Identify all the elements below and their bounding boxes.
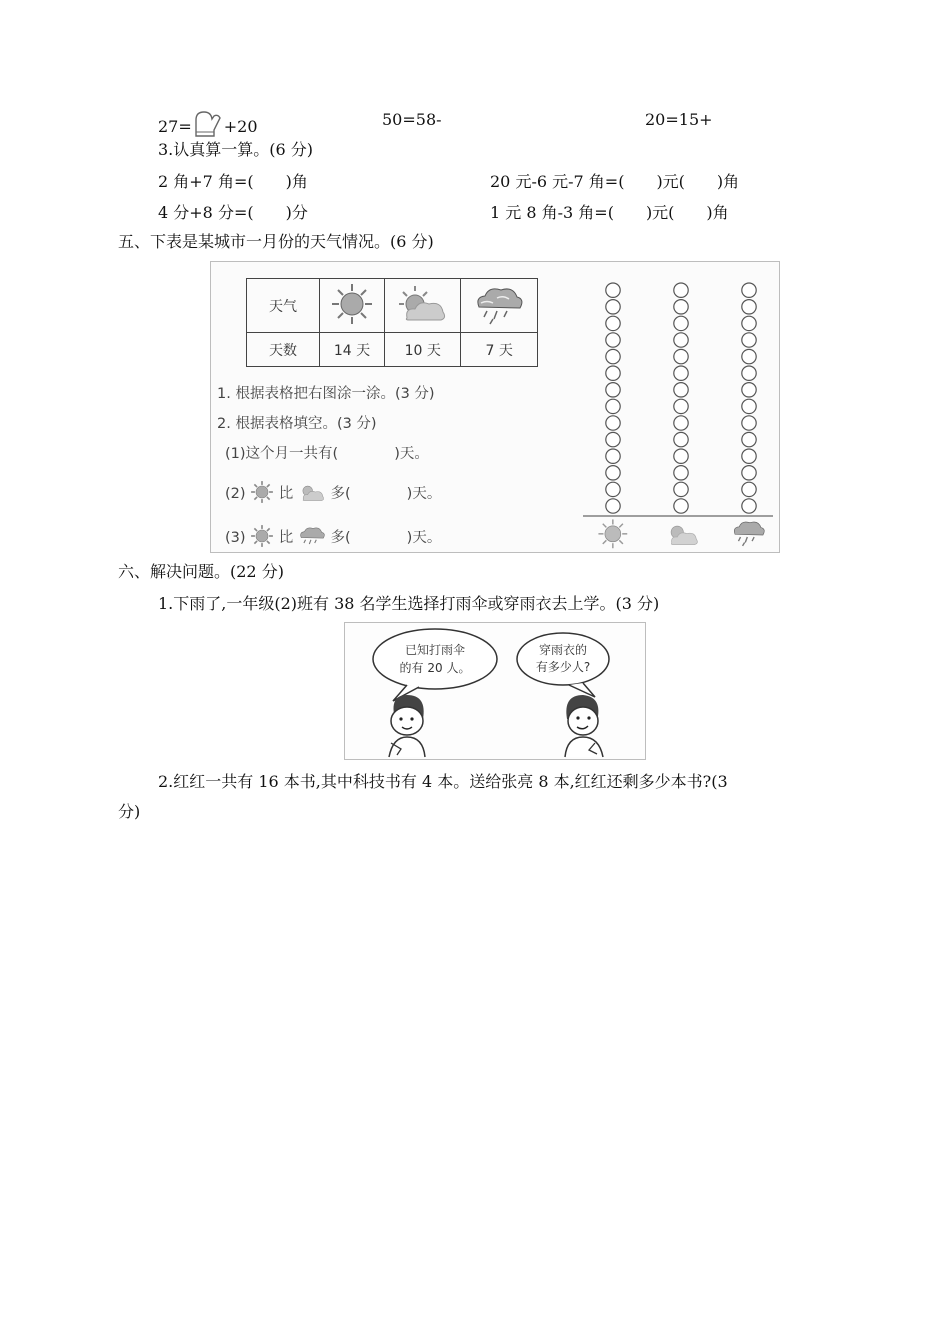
bubble-tail [569, 683, 595, 697]
sun-icon [250, 524, 274, 548]
days-sun: 14 天 [320, 333, 385, 367]
chart-circle-partly-cloudy[interactable] [674, 349, 688, 363]
calc-item: 4 分+8 分=( )分 [158, 203, 308, 222]
chart-circle-rain-cloud[interactable] [742, 366, 756, 380]
chart-circle-sun[interactable] [606, 349, 620, 363]
chart-circle-rain-cloud[interactable] [742, 482, 756, 496]
mitten-icon [193, 110, 223, 138]
chart-circle-partly-cloudy[interactable] [674, 466, 688, 480]
chart-circle-partly-cloudy[interactable] [674, 316, 688, 330]
chart-circle-sun[interactable] [606, 316, 620, 330]
q2-1: (1)这个月一共有( )天。 [225, 446, 429, 462]
equation-b: 50=58- [382, 110, 442, 129]
weather-cell-rain [461, 279, 538, 333]
sun-icon [250, 480, 274, 504]
q2-instruction: 2. 根据表格填空。(3 分) [217, 416, 377, 432]
chart-circle-rain-cloud[interactable] [742, 449, 756, 463]
bubble-left-line1: 已知打雨伞 [404, 643, 466, 657]
problem-2-line1: 2.红红一共有 16 本书,其中科技书有 4 本。送给张亮 8 本,红红还剩多少本书?(3 [158, 772, 728, 791]
chart-circle-partly-cloudy[interactable] [674, 333, 688, 347]
speech-bubble-left [373, 629, 497, 689]
problem-2-line2: 分) [118, 802, 141, 821]
chart-circle-partly-cloudy[interactable] [674, 432, 688, 446]
chart-circle-rain-cloud[interactable] [742, 416, 756, 430]
q2-3: (3) 比 多( )天。 [225, 524, 441, 548]
circle-chart [581, 268, 777, 550]
chart-circle-rain-cloud[interactable] [742, 333, 756, 347]
chart-circle-sun[interactable] [606, 399, 620, 413]
calc-item: 20 元-6 元-7 角=( )元( )角 [490, 172, 740, 191]
weather-cell-cloudy [384, 279, 461, 333]
q2-2: (2) 比 多( )天。 [225, 480, 441, 504]
boy-left-figure [389, 695, 425, 757]
chart-circle-partly-cloudy[interactable] [674, 499, 688, 513]
sun-icon [598, 519, 627, 548]
chart-circle-sun[interactable] [606, 416, 620, 430]
chart-circle-rain-cloud[interactable] [742, 300, 756, 314]
section5-title: 五、下表是某城市一月份的天气情况。(6 分) [118, 232, 434, 251]
chart-circle-sun[interactable] [606, 466, 620, 480]
q1-instruction: 1. 根据表格把右图涂一涂。(3 分) [217, 386, 435, 402]
chart-circle-partly-cloudy[interactable] [674, 283, 688, 297]
chart-circle-rain-cloud[interactable] [742, 499, 756, 513]
chart-circle-sun[interactable] [606, 432, 620, 446]
rain-cloud-icon [734, 522, 764, 546]
q3-title: 3.认真算一算。(6 分) [158, 140, 314, 159]
partly-cloudy-icon [671, 526, 697, 544]
chart-circle-partly-cloudy[interactable] [674, 482, 688, 496]
problem-1: 1.下雨了,一年级(2)班有 38 名学生选择打雨伞或穿雨衣去上学。(3 分) [158, 594, 660, 613]
chart-circle-rain-cloud[interactable] [742, 283, 756, 297]
bubble-right-line1: 穿雨衣的 [538, 643, 588, 657]
chart-circle-sun[interactable] [606, 499, 620, 513]
chart-circle-sun[interactable] [606, 366, 620, 380]
chart-circle-sun[interactable] [606, 383, 620, 397]
equation-c: 20=15+ [645, 110, 713, 129]
chart-circle-partly-cloudy[interactable] [674, 449, 688, 463]
chart-circle-partly-cloudy[interactable] [674, 399, 688, 413]
rain-cloud-icon [473, 283, 525, 325]
dialogue-illustration [345, 623, 645, 759]
chart-circle-partly-cloudy[interactable] [674, 300, 688, 314]
days-rain: 7 天 [461, 333, 538, 367]
weather-label: 天气 [247, 279, 320, 333]
chart-circle-sun[interactable] [606, 449, 620, 463]
chart-circle-sun[interactable] [606, 482, 620, 496]
chart-circle-rain-cloud[interactable] [742, 399, 756, 413]
chart-circle-sun[interactable] [606, 300, 620, 314]
chart-circle-rain-cloud[interactable] [742, 432, 756, 446]
equation-mitten: 27= +20 [158, 110, 258, 138]
chart-circle-sun[interactable] [606, 283, 620, 297]
bubble-right-line2: 有多少人? [535, 660, 591, 674]
chart-circle-rain-cloud[interactable] [742, 466, 756, 480]
calc-item: 1 元 8 角-3 角=( )元( )角 [490, 203, 729, 222]
partly-cloudy-icon [298, 480, 326, 504]
boy-right-figure [565, 695, 603, 757]
dialogue-picture [344, 622, 646, 760]
sun-icon [330, 282, 374, 326]
partly-cloudy-icon [397, 284, 449, 324]
chart-circle-rain-cloud[interactable] [742, 383, 756, 397]
days-label: 天数 [247, 333, 320, 367]
chart-circle-partly-cloudy[interactable] [674, 383, 688, 397]
chart-circle-partly-cloudy[interactable] [674, 416, 688, 430]
weather-figure [210, 261, 780, 553]
rain-cloud-icon [298, 524, 326, 548]
calc-item: 2 角+7 角=( )角 [158, 172, 308, 191]
days-cloudy: 10 天 [384, 333, 461, 367]
chart-circle-rain-cloud[interactable] [742, 349, 756, 363]
weather-table [246, 278, 538, 367]
chart-circle-partly-cloudy[interactable] [674, 366, 688, 380]
chart-circle-sun[interactable] [606, 333, 620, 347]
section6-title: 六、解决问题。(22 分) [118, 562, 284, 581]
bubble-left-line2: 的有 20 人。 [399, 661, 471, 675]
weather-cell-sun [320, 279, 385, 333]
chart-circle-rain-cloud[interactable] [742, 316, 756, 330]
speech-bubble-right [517, 633, 609, 685]
